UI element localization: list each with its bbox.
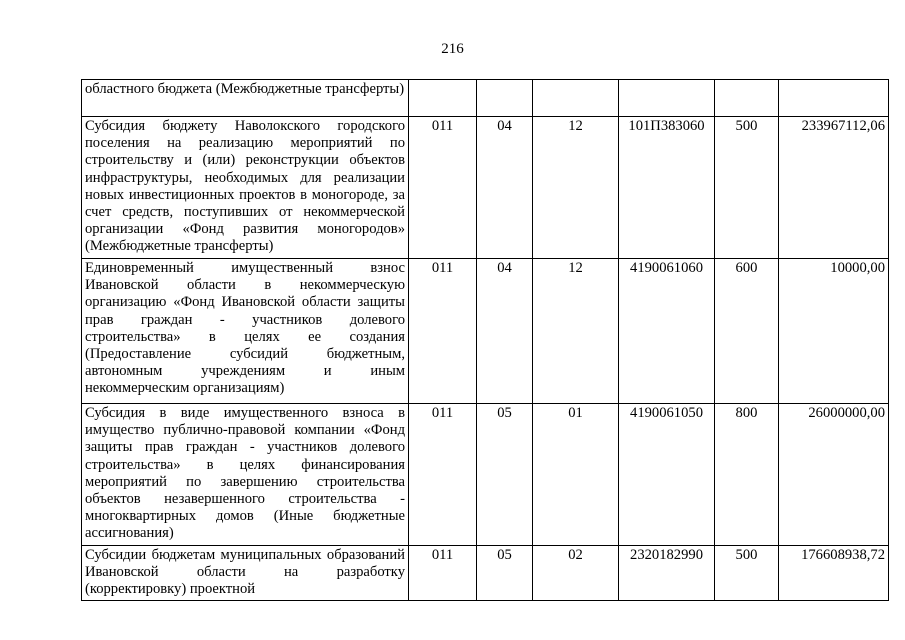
amount-cell bbox=[779, 80, 889, 117]
section-code-cell bbox=[477, 80, 533, 117]
subsection-code-cell: 01 bbox=[533, 404, 619, 546]
description-cell: Субсидия бюджету Наволокского городского поселения на реализацию мероприятий по строительству и (или) реконструкции объектов инфраструктуры, необходимых для реализации новых инвестиционных проектов в моногороде, за счет средств, поступивших от некоммерческой организации «Фонд развития моногородов» (Межбюджетные трансферты) bbox=[82, 117, 409, 259]
target-article-cell: 2320182990 bbox=[619, 546, 715, 601]
ministry-code-cell bbox=[409, 80, 477, 117]
description-cell: Субсидия в виде имущественного взноса в имущество публично-правовой компании «Фонд защиты прав граждан - участников долевого строительства» в целях финансирования мероприятий по завершению строительства объектов незавершенного строительства - многоквартирных домов (Иные бюджетные ассигнования) bbox=[82, 404, 409, 546]
amount-cell: 176608938,72 bbox=[779, 546, 889, 601]
ministry-code-cell: 011 bbox=[409, 404, 477, 546]
ministry-code-cell: 011 bbox=[409, 259, 477, 404]
description-cell: Единовременный имущественный взнос Ивановской области в некоммерческую организацию «Фонд Ивановской области защиты прав граждан - участников долевого строительства» в целях ее создания (Предоставление субсидий бюджетным, автономным учреждениям и иным некоммерческим организациям) bbox=[82, 259, 409, 404]
target-article-cell: 101П383060 bbox=[619, 117, 715, 259]
expense-type-cell: 500 bbox=[715, 546, 779, 601]
description-cell: Субсидии бюджетам муниципальных образований Ивановской области на разработку (корректировку) проектной bbox=[82, 546, 409, 601]
table-row bbox=[82, 117, 889, 259]
table-row bbox=[82, 259, 889, 404]
expense-type-cell bbox=[715, 80, 779, 117]
amount-cell: 233967112,06 bbox=[779, 117, 889, 259]
target-article-cell bbox=[619, 80, 715, 117]
subsection-code-cell: 12 bbox=[533, 117, 619, 259]
ministry-code-cell: 011 bbox=[409, 546, 477, 601]
subsection-code-cell: 12 bbox=[533, 259, 619, 404]
section-code-cell: 05 bbox=[477, 546, 533, 601]
page-number: 216 bbox=[441, 41, 464, 57]
ministry-code-cell: 011 bbox=[409, 117, 477, 259]
expense-type-cell: 600 bbox=[715, 259, 779, 404]
description-cell: областного бюджета (Межбюджетные трансферты) bbox=[82, 80, 409, 117]
subsection-code-cell bbox=[533, 80, 619, 117]
table-row bbox=[82, 80, 889, 117]
amount-cell: 10000,00 bbox=[779, 259, 889, 404]
expense-type-cell: 500 bbox=[715, 117, 779, 259]
table-row bbox=[82, 546, 889, 601]
section-code-cell: 05 bbox=[477, 404, 533, 546]
target-article-cell: 4190061060 bbox=[619, 259, 715, 404]
target-article-cell: 4190061050 bbox=[619, 404, 715, 546]
section-code-cell: 04 bbox=[477, 117, 533, 259]
subsection-code-cell: 02 bbox=[533, 546, 619, 601]
table-row bbox=[82, 404, 889, 546]
budget-table bbox=[81, 79, 889, 601]
expense-type-cell: 800 bbox=[715, 404, 779, 546]
amount-cell: 26000000,00 bbox=[779, 404, 889, 546]
section-code-cell: 04 bbox=[477, 259, 533, 404]
